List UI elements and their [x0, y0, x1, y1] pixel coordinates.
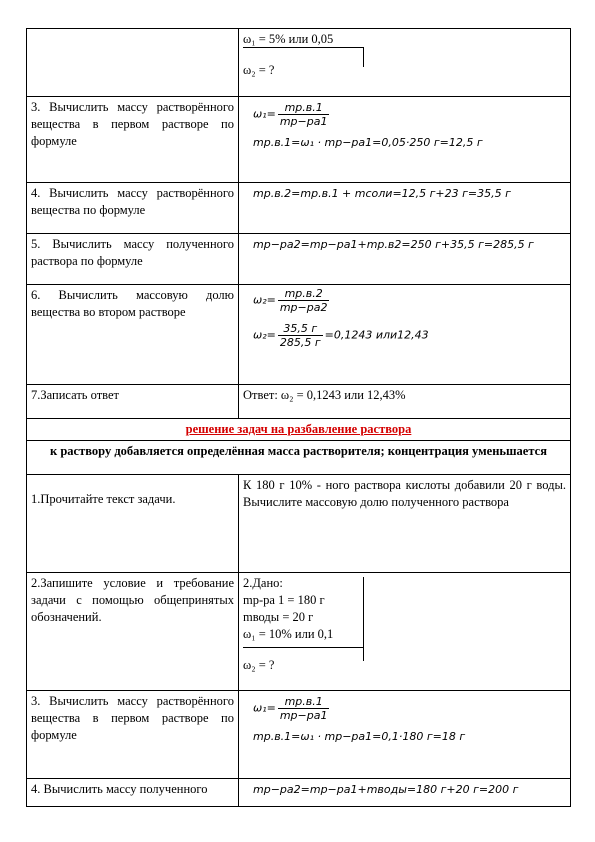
- step-4b-formula-cell: [239, 779, 571, 807]
- section-title: решение задач на разбавление раствора: [27, 419, 571, 441]
- table-row: [27, 234, 571, 285]
- given-vertical-divider-2: [363, 647, 364, 661]
- formula-mass-1: mр.в.1=ω₁ · mр−ра1=0,1·180 г=18 г: [253, 730, 466, 743]
- task-text: К 180 г 10% - ного раствора кислоты добавили 20 г воды. Вычислите массовую долю полученного раствора: [239, 475, 571, 573]
- table-row: [27, 475, 571, 573]
- given-title: 2.Дано:: [243, 576, 283, 590]
- table-row: [27, 97, 571, 183]
- table-row: [27, 779, 571, 807]
- table-row: [27, 285, 571, 385]
- step-6-formulas: [239, 285, 571, 385]
- right-cell: [239, 29, 571, 97]
- formula-w2-value: ω₂= $\frac{35,5 г}{285,5 г}$ =0,1243 или12,43: [253, 322, 429, 349]
- given-w1: ω₁ = 5% или 0,05: [243, 32, 334, 46]
- given-vertical-divider: [363, 577, 364, 647]
- formula-solution-mass: mр−ра2=mр−ра1+mр.в2=250 г+35,5 г=285,5 г: [253, 238, 534, 251]
- answer: Ответ: ω₂ = 0,1243 или 12,43%: [239, 385, 571, 419]
- task-condition-label: 2.Запишите условие и требование задачи с помощью общепринятых обозначений.: [27, 573, 239, 691]
- formula-w2: ω₂= $\frac{mр.в.2}{mр-ра2}$: [253, 287, 328, 314]
- step-3-formulas: [239, 97, 571, 183]
- given-w1: ω₁ = 10% или 0,1: [243, 627, 334, 641]
- formula-w1: ω₁= $\frac{mр.в.1}{mр-ра1}$: [253, 101, 328, 128]
- table-row: [27, 29, 571, 97]
- formula-solution-mass: mр−ра2=mр−ра1+mводы=180 г+20 г=200 г: [253, 783, 519, 796]
- given-w2: ω₂ = ?: [243, 658, 275, 672]
- formula-w1: ω₁= $\frac{mр.в.1}{mр-ра1}$: [253, 695, 328, 722]
- formula-mass-2: mр.в.2=mр.в.1 + mсоли=12,5 г+23 г=35,5 г: [253, 187, 511, 200]
- table-row: [27, 419, 571, 441]
- section-subtitle: к раствору добавляется определённая масса растворителя; концентрация уменьшается: [27, 441, 571, 475]
- step-4-formula-cell: [239, 183, 571, 234]
- table-row: [27, 385, 571, 419]
- given-divider: [243, 647, 363, 648]
- step-4-label: 4. Вычислить массу растворённого вещества по формуле: [27, 183, 239, 234]
- formula-mass-1: mр.в.1=ω₁ · mр−ра1=0,05·250 г=12,5 г: [253, 136, 483, 149]
- given-mass-water: mводы = 20 г: [243, 610, 314, 624]
- given-w2: ω₂ = ?: [243, 63, 275, 77]
- step-3-label: 3. Вычислить массу растворённого вещества в первом растворе по формуле: [27, 97, 239, 183]
- step-3b-formulas: [239, 691, 571, 779]
- table-row: [27, 183, 571, 234]
- table-row: [27, 441, 571, 475]
- table-row: [27, 691, 571, 779]
- step-3b-label: 3. Вычислить массу растворённого вещества в первом растворе по формуле: [27, 691, 239, 779]
- step-4b-label: 4. Вычислить массу полученного: [27, 779, 239, 807]
- table-row: [27, 573, 571, 691]
- solution-table: [26, 28, 571, 807]
- given-vertical-divider: [363, 47, 364, 67]
- step-5-formula-cell: [239, 234, 571, 285]
- left-cell: [27, 29, 239, 97]
- given-divider: [243, 47, 363, 48]
- step-6-label: 6. Вычислить массовую долю вещества во втором растворе: [27, 285, 239, 385]
- given-block: [239, 573, 571, 691]
- given-mass-solution: mр-ра 1 = 180 г: [243, 593, 325, 607]
- task-read-label: 1.Прочитайте текст задачи.: [27, 475, 239, 573]
- step-7-label: 7.Записать ответ: [27, 385, 239, 419]
- step-5-label: 5. Вычислить массу полученного раствора по формуле: [27, 234, 239, 285]
